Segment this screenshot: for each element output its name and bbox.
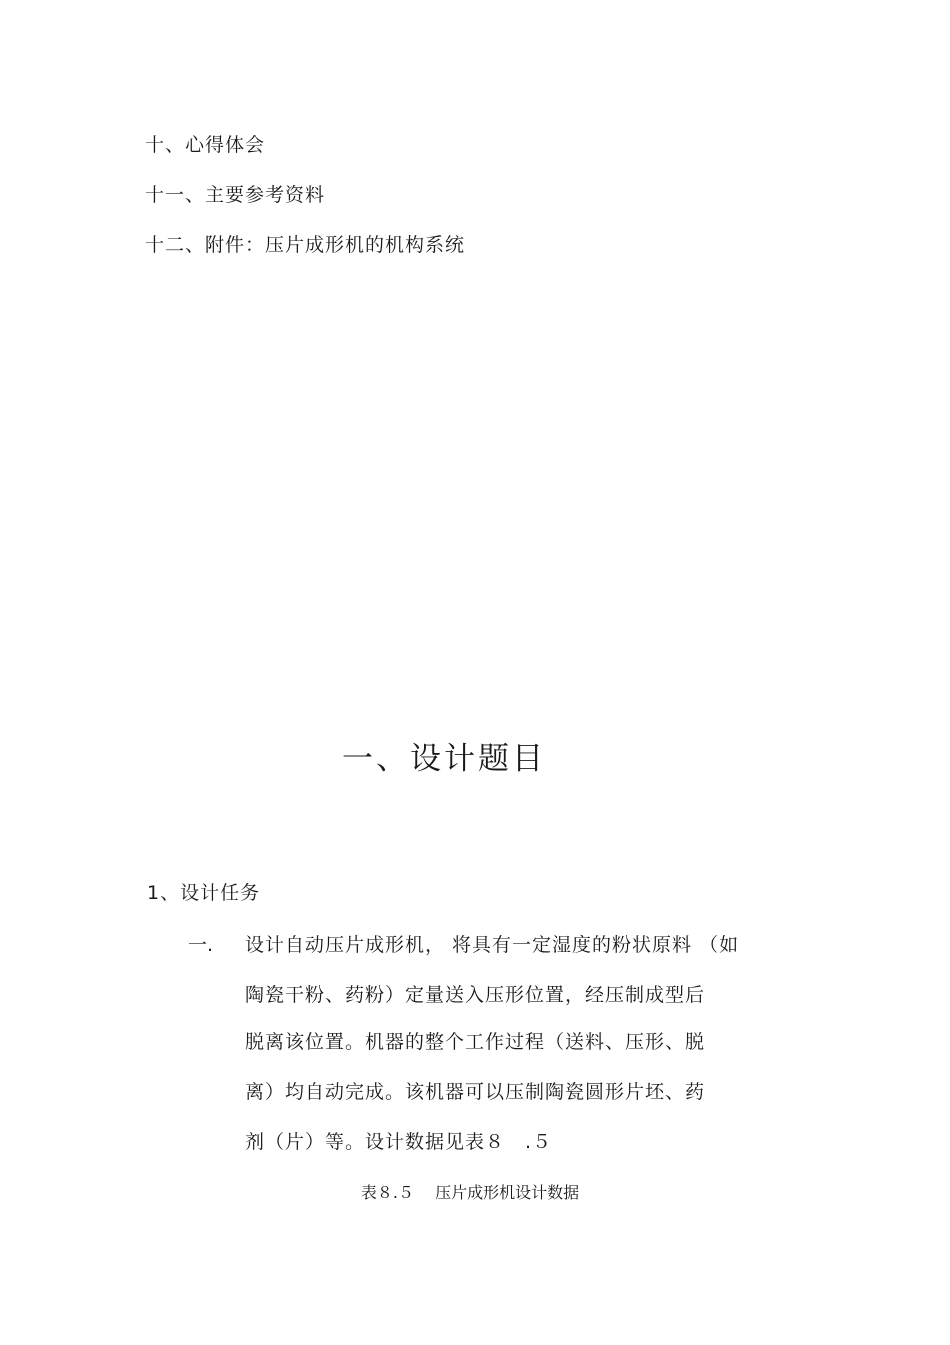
paragraph-line: 离）均自动完成。该机器可以压制陶瓷圆形片坯、药 [245, 1081, 706, 1103]
section-title: 一、设计题目 [342, 741, 546, 777]
paragraph-line: 剂（片）等。设计数据见表８ .５ [245, 1131, 553, 1153]
table-caption: 表８.５ 压片成形机设计数据 [360, 1183, 580, 1202]
paragraph-line: 脱离该位置。机器的整个工作过程（送料、压形、脱 [245, 1031, 706, 1053]
toc-item-12: 十二、附件：压片成形机的机构系统 [145, 234, 466, 256]
toc-item-11: 十一、主要参考资料 [145, 184, 326, 206]
toc-item-10: 十、心得体会 [145, 134, 266, 156]
paragraph-line: 设计自动压片成形机， 将具有一定湿度的粉状原料 （如 [245, 934, 740, 956]
subsection-title: 1、设计任务 [147, 882, 261, 904]
paragraph-line: 陶瓷干粉、药粉）定量送入压形位置，经压制成型后 [245, 984, 706, 1006]
paragraph-marker: 一. [188, 934, 214, 956]
